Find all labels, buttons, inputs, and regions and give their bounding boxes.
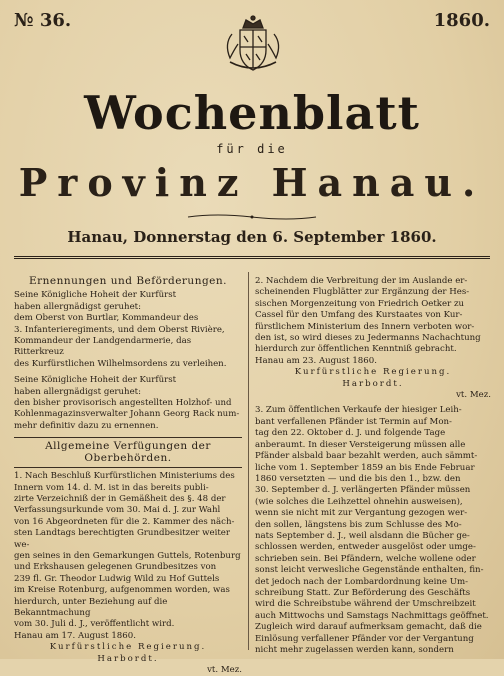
appointment-paragraph-2 [14, 375, 242, 432]
text-line: nicht mehr zugelassen werden kann, sondern [255, 645, 454, 655]
masthead-rule [14, 256, 490, 259]
ordinance-item-3 [255, 405, 491, 656]
text-line: liche vom 1. September 1859 an bis Ende Februar [255, 462, 475, 473]
text-line: hierdurch zur öffentlichen Kenntniß gebracht. [255, 344, 457, 355]
text-line: Seine Königliche Hoheit der Kurfürst [14, 375, 177, 386]
text-line: wird die Schreibstube während der Umschreibzeit [255, 599, 476, 610]
text-line: bant verfallenen Pfänder ist Termin auf Mon- [255, 416, 452, 427]
signature-authority: Kurfürstliche Regierung. [49, 642, 207, 653]
signature-authority-2: Kurfürstliche Regierung. [294, 367, 452, 378]
text-line: hierdurch, unter Beziehung auf die Bekanntmachung [14, 596, 168, 618]
right-column [255, 276, 491, 656]
text-line: 3. Zum öffentlichen Verkaufe der hiesiger Leih- [255, 405, 462, 416]
ordinance-item-1 [14, 471, 242, 642]
appointment-paragraph-1 [14, 290, 242, 370]
text-line: von 16 Abgeordneten für die 2. Kammer des näch- [14, 516, 235, 527]
newspaper-title: Wochenblatt [84, 86, 420, 140]
text-line: Pfänder alsbald baar bezahlt werden, auch sämmt- [255, 451, 478, 462]
text-line: 239 fl. Gr. Theodor Ludwig Wild zu Hof Guttels [14, 573, 220, 584]
text-line: haben allergnädigst geruhet: [14, 301, 142, 312]
section-heading-ordinances: Allgemeine Verfügungen der Oberbehörden. [45, 440, 211, 464]
text-line: Kohlenmagazinsverwalter Johann Georg Rack num- [14, 409, 240, 420]
signature-countersign: vt. Mez. [207, 665, 242, 675]
text-line: tag den 22. Oktober d. J. und folgende Tage [255, 428, 446, 439]
text-line: vom 30. Juli d. J., veröffentlicht wird. [14, 619, 175, 630]
text-line: Innern vom 14. d. M. ist in das bereits publi- [14, 482, 209, 493]
signature-name: Harbordt. [97, 653, 159, 664]
text-line: 1. Nach Beschluß Kurfürstlichen Ministeriums des [14, 471, 235, 482]
text-line: schrieben sein. Bei Pfändern, welche wollene oder [255, 553, 476, 564]
section-heading-appointments: Ernennungen und Beförderungen. [28, 275, 227, 287]
title-connector: für die [216, 142, 288, 156]
text-line: den sollen, längstens bis zum Schlusse des Mo- [255, 519, 462, 530]
text-line: sten Landtags berechtigten Grundbesitzer weiter we- [14, 528, 230, 550]
text-line: 30. September d. J. verlängerten Pfänder müssen [255, 485, 471, 496]
left-column [14, 274, 242, 676]
ornament-divider-icon [186, 213, 318, 221]
text-line: Hanau am 17. August 1860. [14, 630, 136, 641]
text-line: gen seines in den Gemarkungen Guttels, Rotenburg [14, 550, 241, 561]
text-line: Cassel für den Umfang des Kurstaates von Kur- [255, 310, 463, 321]
text-line: den ist, so wird dieses zu Jedermanns Nachachtung [255, 333, 481, 344]
text-line: mehr definitiv dazu zu ernennen. [14, 420, 159, 431]
text-line: Einlösung verfallener Pfänder vor der Vergantung [255, 633, 474, 644]
section-rule [14, 437, 242, 438]
text-line: zirte Verzeichniß der in Gemäßheit des §. 48 der [14, 493, 226, 504]
text-line: 2. Nachdem die Verbreitung der im Auslande er- [255, 276, 468, 286]
text-line: Zugleich wird darauf aufmerksam gemacht, daß die [255, 622, 482, 633]
text-line: 3. Infanterieregiments, und dem Oberst Rivière, [14, 324, 225, 335]
text-line: und Erkshausen gelegenen Grundbesitzes von [14, 562, 217, 573]
province-title: Provinz Hanau. [18, 160, 486, 205]
section-rule-under [14, 467, 242, 468]
text-line: den bisher provisorisch angestellten Holzhof- und [14, 398, 232, 409]
coat-of-arms-icon [218, 14, 288, 76]
text-line: nats September d. J., weil alsdann die Bücher ge- [255, 530, 470, 541]
text-line: haben allergnädigst geruhet: [14, 386, 142, 397]
text-line: im Kreise Rotenburg, aufgenommen worden, was [14, 585, 230, 596]
text-line: auch Mittwochs und Samstags Nachmittags geöffnet. [255, 610, 489, 621]
text-line: Kommandeur der Landgendarmerie, das Ritterkreuz [14, 336, 192, 358]
text-line: det jedoch nach der Lombardordnung keine Um- [255, 576, 469, 587]
column-separator [248, 272, 249, 650]
text-line: Verfassungsurkunde vom 30. Mai d. J. zur Wahl [14, 505, 221, 516]
text-line: sonst leicht verwesliche Gegenstände enthalten, fin- [255, 565, 484, 576]
text-line: fürstlichem Ministerium des Innern verboten wor- [255, 321, 475, 332]
issue-year: 1860. [433, 10, 490, 31]
text-line: (wie solches die Leihzettel ohnehin ausweisen), [255, 496, 463, 507]
text-line: des Kurfürstlichen Wilhelmsordens zu verleihen. [14, 358, 227, 369]
text-line: sischen Morgenzeitung von Friedrich Oetker zu [255, 298, 465, 309]
text-line: anberaumt. In dieser Versteigerung müssen alle [255, 439, 466, 450]
ordinance-item-2 [255, 276, 491, 367]
signature-name-2: Harbordt. [342, 378, 404, 389]
text-line: scheinenden Flugblätter zur Ergänzung der Hes- [255, 287, 470, 298]
text-line: dem Oberst von Burtlar, Kommandeur des [14, 313, 199, 324]
text-line: 1860 versetzten — und die bis den 1., bzw. den [255, 473, 461, 484]
text-line: schlossen werden, entweder ausgelöst oder umge- [255, 542, 476, 553]
signature-countersign-2: vt. Mez. [456, 390, 491, 401]
date-line: Hanau, Donnerstag den 6. September 1860. [67, 228, 437, 246]
text-line: Hanau am 23. August 1860. [255, 355, 377, 366]
text-line: wenn sie nicht mit zur Vergantung gezogen wer- [255, 508, 468, 519]
text-line: schreibung Statt. Zur Beförderung des Geschäfts [255, 587, 471, 598]
issue-number: № 36. [14, 10, 72, 31]
text-line: Seine Königliche Hoheit der Kurfürst [14, 290, 177, 301]
